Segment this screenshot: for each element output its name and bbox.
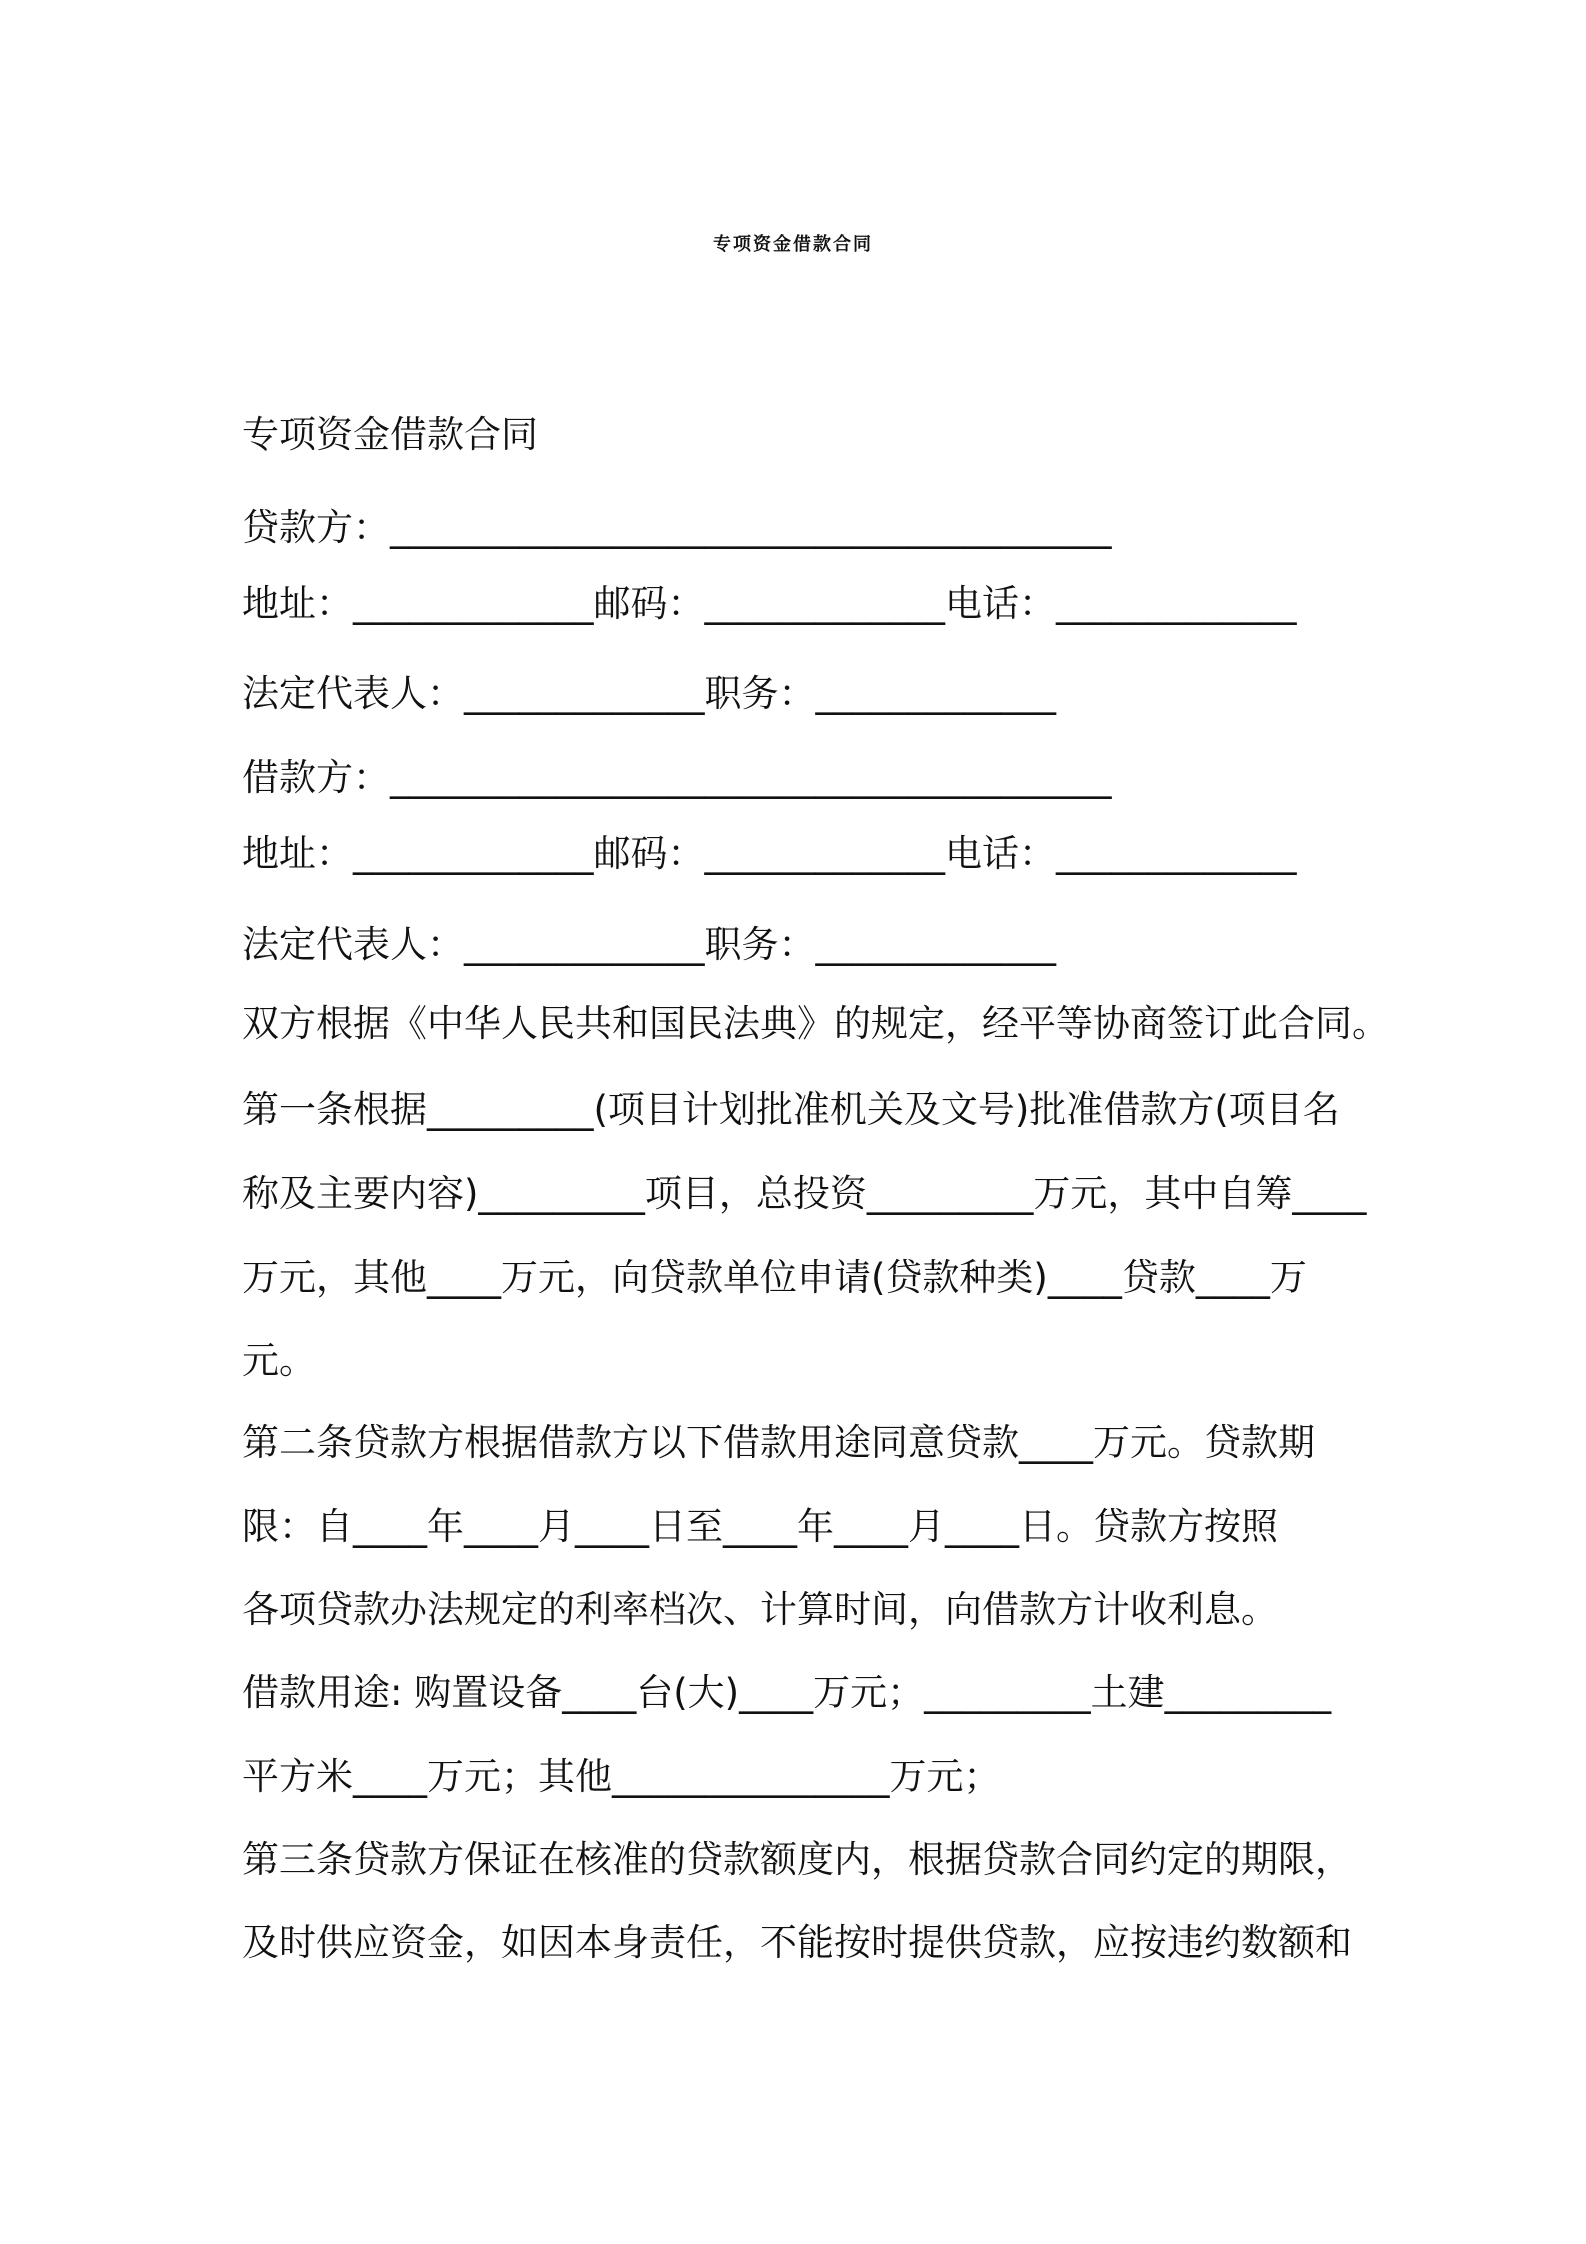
borrower-address-line: 地址：_____________邮码：_____________电话：_____________ xyxy=(242,832,1297,875)
article-2-line-3: 各项贷款办法规定的利率档次、计算时间，向借款方计收利息。 xyxy=(242,1588,1278,1631)
article-1-line-1: 第一条根据_________(项目计划批准机关及文号)批准借款方(项目名 xyxy=(242,1088,1340,1131)
article-1-line-3: 万元，其他____万元，向贷款单位申请(贷款种类)____贷款____万 xyxy=(242,1256,1307,1299)
article-3-line-1: 第三条贷款方保证在核准的贷款额度内，根据贷款合同约定的期限， xyxy=(242,1838,1352,1881)
lender-address-line: 地址：_____________邮码：_____________电话：_____________ xyxy=(242,582,1297,625)
borrower-representative-line: 法定代表人：_____________职务：_____________ xyxy=(242,923,1056,966)
document-title: 专项资金借款合同 xyxy=(713,234,873,255)
preamble-paragraph: 双方根据《中华人民共和国民法典》的规定，经平等协商签订此合同。 xyxy=(242,1002,1389,1045)
subtitle-line: 专项资金借款合同 xyxy=(242,413,538,456)
lender-line: 贷款方：_______________________________________ xyxy=(242,506,1112,549)
article-2-line-2: 限：自____年____月____日至____年____月____日。贷款方按照 xyxy=(242,1505,1278,1548)
loan-purpose-line-1: 借款用途: 购置设备____台(大)____万元；_________土建_________ xyxy=(242,1671,1332,1714)
lender-representative-line: 法定代表人：_____________职务：_____________ xyxy=(242,672,1056,715)
article-3-line-2: 及时供应资金，如因本身责任，不能按时提供贷款，应按违约数额和 xyxy=(242,1921,1352,1964)
loan-purpose-line-2: 平方米____万元；其他_______________万元； xyxy=(242,1755,1001,1798)
article-1-line-4: 元。 xyxy=(242,1339,316,1382)
article-2-line-1: 第二条贷款方根据借款方以下借款用途同意贷款____万元。贷款期 xyxy=(242,1421,1315,1464)
borrower-line: 借款方：_______________________________________ xyxy=(242,756,1112,799)
article-1-line-2: 称及主要内容)_________项目，总投资_________万元，其中自筹____ xyxy=(242,1172,1367,1215)
